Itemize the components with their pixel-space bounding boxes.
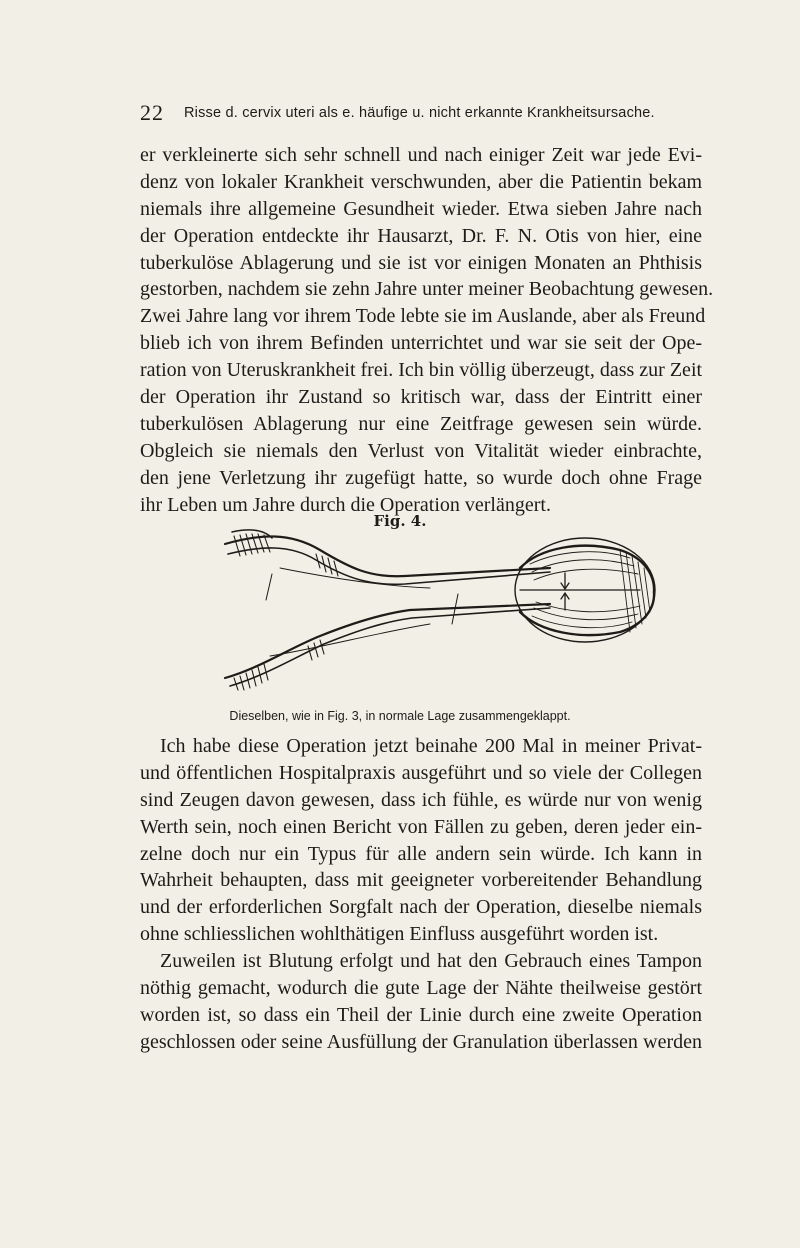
text-line: blieb ich von ihrem Befinden unterrichtet und war sie seit der Ope- xyxy=(140,332,702,355)
text-line: geschlossen oder seine Ausfüllung der Granulation überlassen werden xyxy=(140,1030,702,1053)
text-line: und der erforderlichen Sorgfalt nach der Operation, dieselbe niemals xyxy=(140,896,702,919)
text-line: tuberkulöse Ablagerung und sie ist vor einigen Monaten an Phthisis xyxy=(140,251,702,274)
page-number: 22 xyxy=(140,100,164,125)
text-line: zelne doch nur ein Typus für alle andern sein würde. Ich kann in xyxy=(140,842,702,865)
text-line: ihr Leben um Jahre durch die Operation verlängert. xyxy=(140,493,551,516)
page-header xyxy=(140,100,700,128)
text-line: tuberkulösen Ablagerung nur eine Zeitfrage gewesen sein würde. xyxy=(140,412,702,435)
text-line: Werth sein, noch einen Bericht von Fällen zu geben, deren jeder ein- xyxy=(140,815,702,838)
text-line: Obgleich sie niemals den Verlust von Vitalität wieder einbrachte, xyxy=(140,439,702,462)
figure-label: Fig. 4. xyxy=(373,512,427,530)
text-line: den jene Verletzung ihr zugefügt hatte, so wurde doch ohne Frage xyxy=(140,466,702,489)
running-title: Risse d. cervix uteri als e. häufige u. nicht erkannte Krankheitsursache. xyxy=(184,105,655,121)
text-line: Wahrheit behaupten, dass mit geeigneter vorbereitender Behandlung xyxy=(140,869,702,892)
text-line: der Operation entdeckte ihr Hausarzt, Dr. F. N. Otis von hier, eine xyxy=(140,224,702,247)
text-line: Zuweilen ist Blutung erfolgt und hat den Gebrauch eines Tampon xyxy=(160,950,702,973)
paragraph-top xyxy=(140,142,714,518)
text-line: ohne schliesslichen wohlthätigen Einfluss ausgeführt worden ist. xyxy=(140,923,659,946)
text-line: und öffentlichen Hospitalpraxis ausgeführt und so viele der Collegen xyxy=(140,761,702,784)
text-line: worden ist, so dass ein Theil der Linie durch eine zweite Operation xyxy=(140,1003,702,1026)
text-line: Zwei Jahre lang vor ihrem Tode lebte sie im Auslande, aber als Freund xyxy=(140,305,706,328)
figure-caption: Dieselben, wie in Fig. 3, in normale Lage zusammengeklappt. xyxy=(229,709,571,723)
paragraph-bottom xyxy=(140,733,702,1056)
text-line: der Operation ihr Zustand so kritisch war, dass der Eintritt einer xyxy=(140,386,702,409)
text-line: sind Zeugen davon gewesen, dass ich fühle, es würde nur von wenig xyxy=(140,788,702,811)
surgical-illustration xyxy=(220,528,670,693)
text-line: denz von lokaler Krankheit verschwunden, aber die Patientin bekam xyxy=(140,170,702,193)
text-line: nöthig gemacht, wodurch die gute Lage der Nähte theilweise gestört xyxy=(140,977,702,1000)
text-line: gestorben, nachdem sie zehn Jahre unter meiner Beobachtung gewesen. xyxy=(140,278,714,301)
text-line: ration von Uteruskrankheit frei. Ich bin völlig überzeugt, dass zur Zeit xyxy=(140,359,703,382)
text-line: Ich habe diese Operation jetzt beinahe 200 Mal in meiner Privat- xyxy=(160,735,702,757)
text-line: niemals ihre allgemeine Gesundheit wieder. Etwa sieben Jahre nach xyxy=(140,197,702,220)
text-line: er verkleinerte sich sehr schnell und nach einiger Zeit war jede Evi- xyxy=(140,144,702,166)
